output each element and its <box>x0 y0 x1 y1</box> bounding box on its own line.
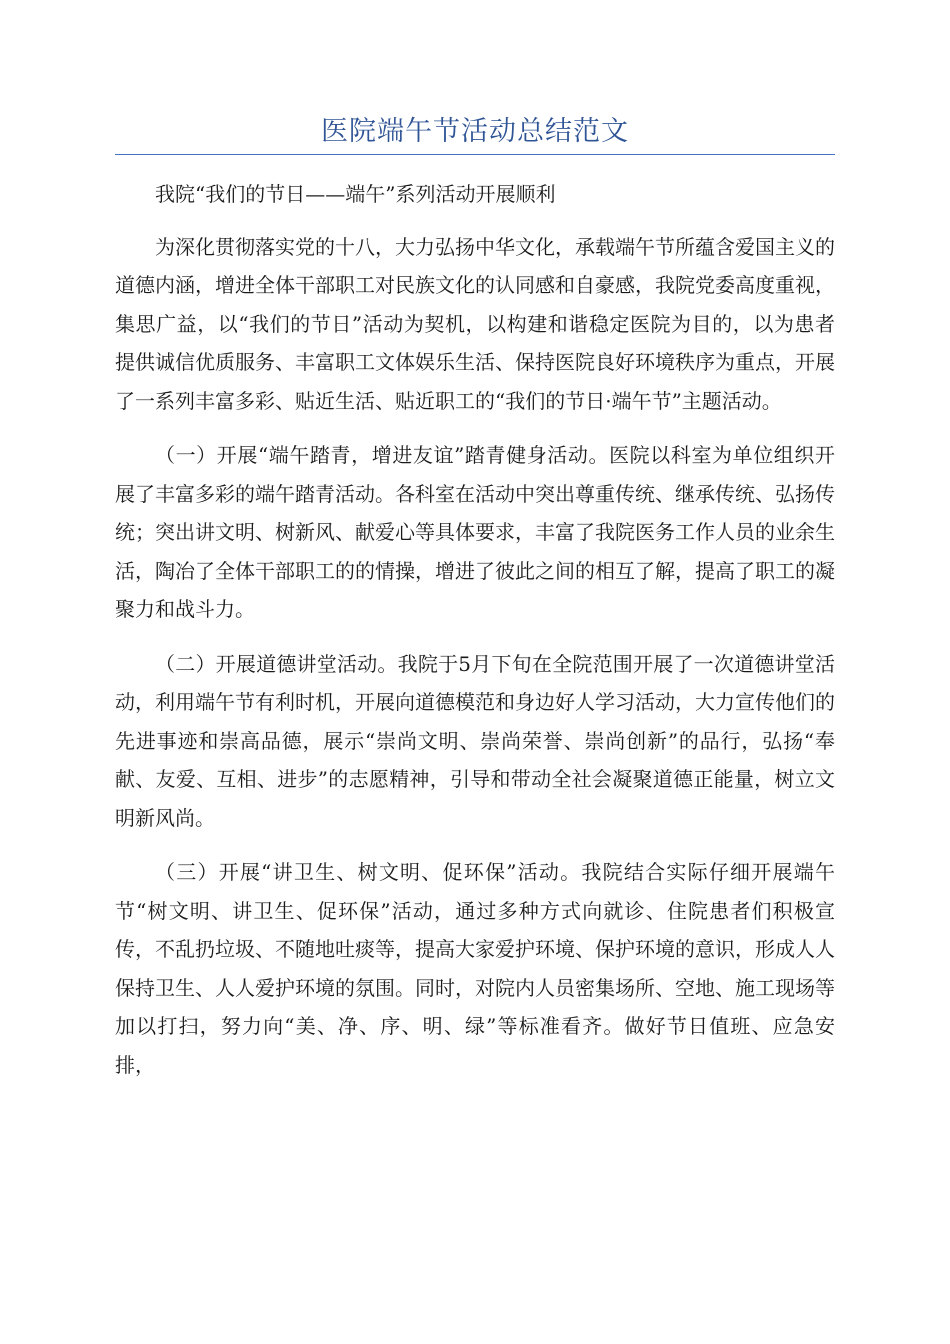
document-body <box>115 175 835 1100</box>
paragraph-intro: 为深化贯彻落实党的十八，大力弘扬中华文化，承载端午节所蕴含爱国主义的道德内涵，增进全体干部职工对民族文化的认同感和自豪感，我院党委高度重视，集思广益，以“我们的节日”活动为契机，以构建和谐稳定医院为目的，以为患者提供诚信优质服务、丰富职工文体娱乐生活、保持医院良好环境秩序为重点，开展了一系列丰富多彩、贴近生活、贴近职工的“我们的节日·端午节”主题活动。 <box>115 234 835 413</box>
paragraph-activity-1: （一）开展“端午踏青，增进友谊”踏青健身活动。医院以科室为单位组织开展了丰富多彩的端午踏青活动。各科室在活动中突出尊重传统、继承传统、弘扬传统；突出讲文明、树新风、献爱心等具体要求，丰富了我院医务工作人员的业余生活，陶冶了全体干部职工的的情操，增进了彼此之间的相互了解，提高了职工的凝聚力和战斗力。 <box>115 443 835 621</box>
paragraph-activity-3: （三）开展“讲卫生、树文明、促环保”活动。我院结合实际仔细开展端午节“树文明、讲卫生、促环保”活动，通过多种方式向就诊、住院患者们积极宣传，不乱扔垃圾、不随地吐痰等，提高大家爱护环境、保护环境的意识，形成人人保持卫生、人人爱护环境的氛围。同时，对院内人员密集场所、空地、施工现场等加以打扫，努力向“美、净、序、明、绿”等标准看齐。做好节日值班、应急安排， <box>115 860 835 1077</box>
paragraph-activity-2: （二）开展道德讲堂活动。我院于5月下旬在全院范围开展了一次道德讲堂活动，利用端午节有利时机，开展向道德模范和身边好人学习活动，大力宣传他们的先进事迹和崇高品德，展示“崇尚文明、崇尚荣誉、崇尚创新”的品行，弘扬“奉献、友爱、互相、进步”的志愿精神，引导和带动全社会凝聚道德正能量，树立文明新风尚。 <box>115 651 835 830</box>
document-title: 医院端午节活动总结范文 <box>321 116 629 147</box>
title-underline <box>115 154 835 155</box>
subheading: 我院“我们的节日——端午”系列活动开展顺利 <box>155 182 556 206</box>
